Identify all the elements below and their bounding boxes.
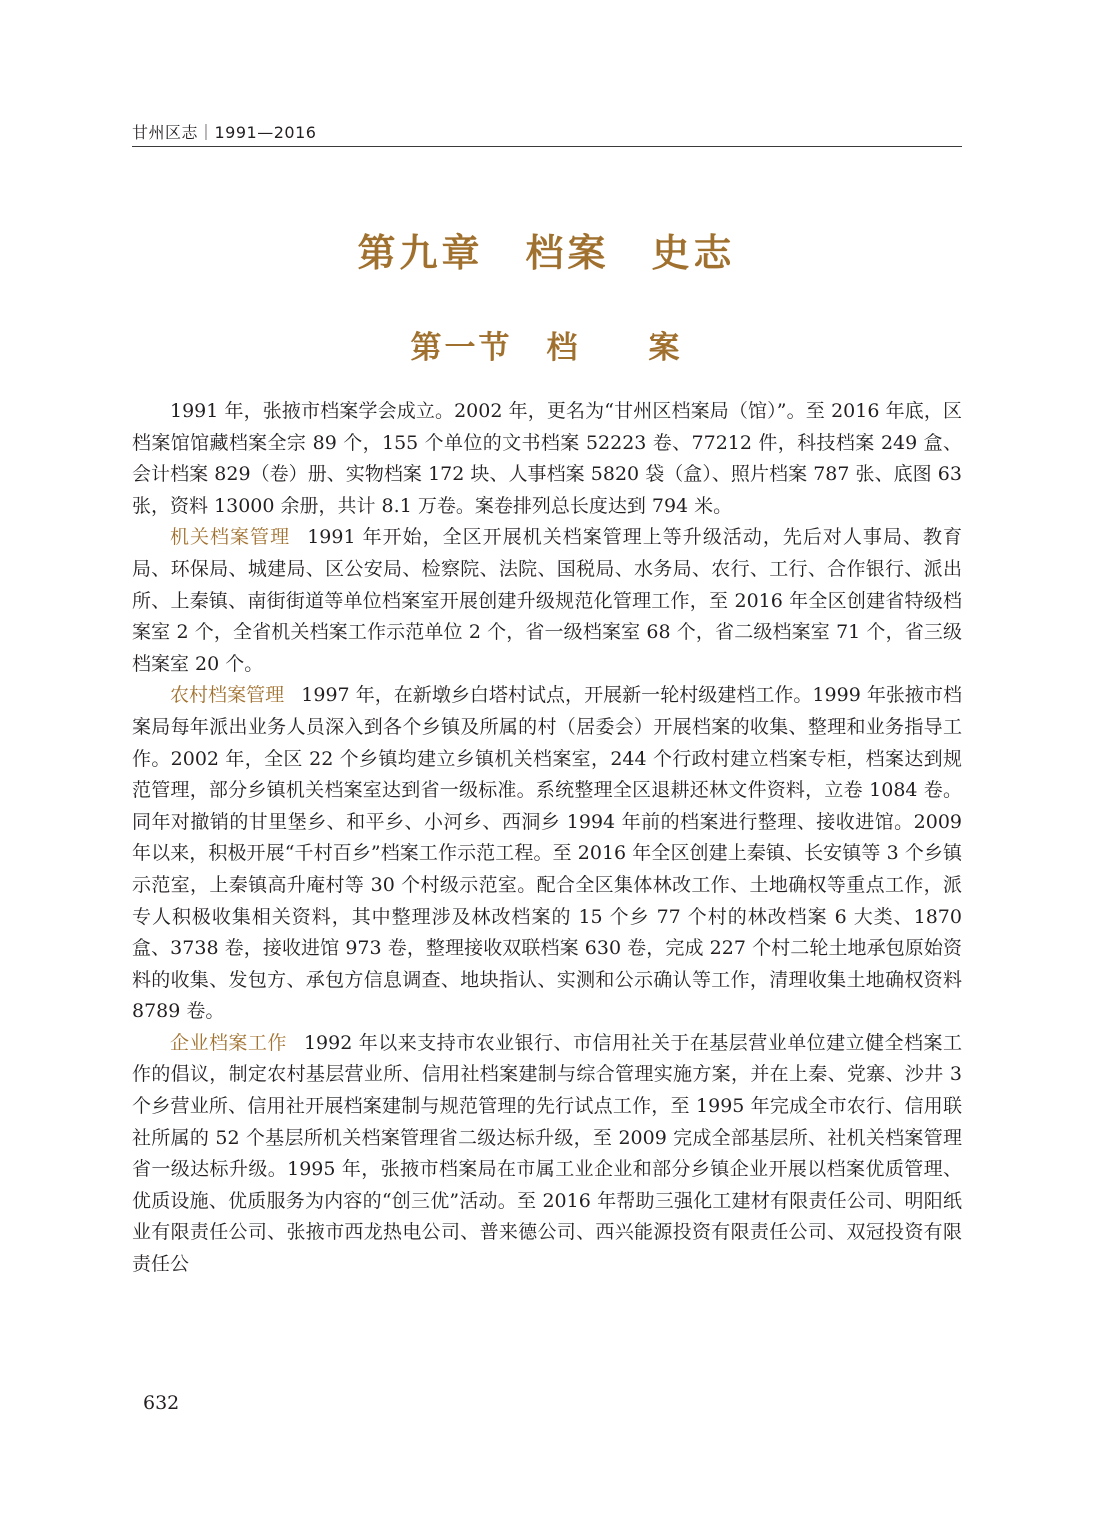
paragraph-lead: 农村档案管理 [170, 684, 285, 707]
running-header-title: 甘州区志｜1991—2016 [132, 123, 317, 142]
body-text [132, 396, 962, 1281]
paragraph-text: 1991 年，张掖市档案学会成立。2002 年，更名为“甘州区档案局（馆）”。至 2016 年底，区档案馆馆藏档案全宗 89 个，155 个单位的文书档案 52223 卷、77212 件，科技档案 249 盒、会计档案 829（卷）册、实物档案 172 块、人事档案 5820 袋（盒）、照片档案 787 张、底图 63 张，资料 13000 余册，共计 8.1 万卷。案卷排列总长度达到 794 米。 [132, 400, 962, 517]
paragraph-agency-archives [132, 522, 962, 680]
paragraph-lead: 企业档案工作 [170, 1031, 287, 1054]
paragraph-text: 1991 年开始，全区开展机关档案管理上等升级活动，先后对人事局、教育局、环保局、城建局、区公安局、检察院、法院、国税局、水务局、农行、工行、合作银行、派出所、上秦镇、南街街道等单位档案室开展创建升级规范化管理工作，至 2016 年全区创建省特级档案室 2 个，全省机关档案工作示范单位 2 个，省一级档案室 68 个，省二级档案室 71 个，省三级档案室 20 个。 [132, 526, 962, 675]
section-title: 第一节 档 案 [410, 330, 683, 366]
chapter-title: 第九章 档案 史志 [357, 231, 736, 275]
running-header [132, 118, 962, 147]
paragraph-enterprise-archives [132, 1028, 962, 1281]
paragraph-text: 1992 年以来支持市农业银行、市信用社关于在基层营业单位建立健全档案工作的倡议，制定农村基层营业所、信用社档案建制与综合管理实施方案，并在上秦、党寨、沙井 3 个乡营业所、信用社开展档案建制与规范管理的先行试点工作，至 1995 年完成全市农行、信用联社所属的 52 个基层所机关档案管理省二级达标升级，至 2009 完成全部基层所、社机关档案管理省一级达标升级。1995 年，张掖市档案局在市属工业企业和部分乡镇企业开展以档案优质管理、优质设施、优质服务为内容的“创三优”活动。至 2016 年帮助三强化工建材有限责任公司、明阳纸业有限责任公司、张掖市西龙热电公司、普来德公司、西兴能源投资有限责任公司、双冠投资有限责任公 [132, 1031, 962, 1276]
paragraph-rural-archives [132, 680, 962, 1028]
paragraph-lead: 机关档案管理 [170, 526, 291, 549]
paragraph-text: 1997 年，在新墩乡白塔村试点，开展新一轮村级建档工作。1999 年张掖市档案局每年派出业务人员深入到各个乡镇及所属的村（居委会）开展档案的收集、整理和业务指导工作。2002 年，全区 22 个乡镇均建立乡镇机关档案室，244 个行政村建立档案专柜，档案达到规范管理，部分乡镇机关档案室达到省一级标准。系统整理全区退耕还林文件资料，立卷 1084 卷。同年对撤销的甘里堡乡、和平乡、小河乡、西洞乡 1994 年前的档案进行整理、接收进馆。2009 年以来，积极开展“千村百乡”档案工作示范工程。至 2016 年全区创建上秦镇、长安镇等 3 个乡镇示范室，上秦镇高升庵村等 30 个村级示范室。配合全区集体林改工作、土地确权等重点工作，派专人积极收集相关资料，其中整理涉及林改档案的 15 个乡 77 个村的林改档案 6 大类、1870 盒、3738 卷，接收进馆 973 卷，整理接收双联档案 630 卷，完成 227 个村二轮土地承包原始资料的收集、发包方、承包方信息调查、地块指认、实测和公示确认等工作，清理收集土地确权资料 8789 卷。 [132, 684, 962, 1023]
paragraph-intro [132, 396, 962, 522]
page-number: 632 [143, 1392, 180, 1414]
